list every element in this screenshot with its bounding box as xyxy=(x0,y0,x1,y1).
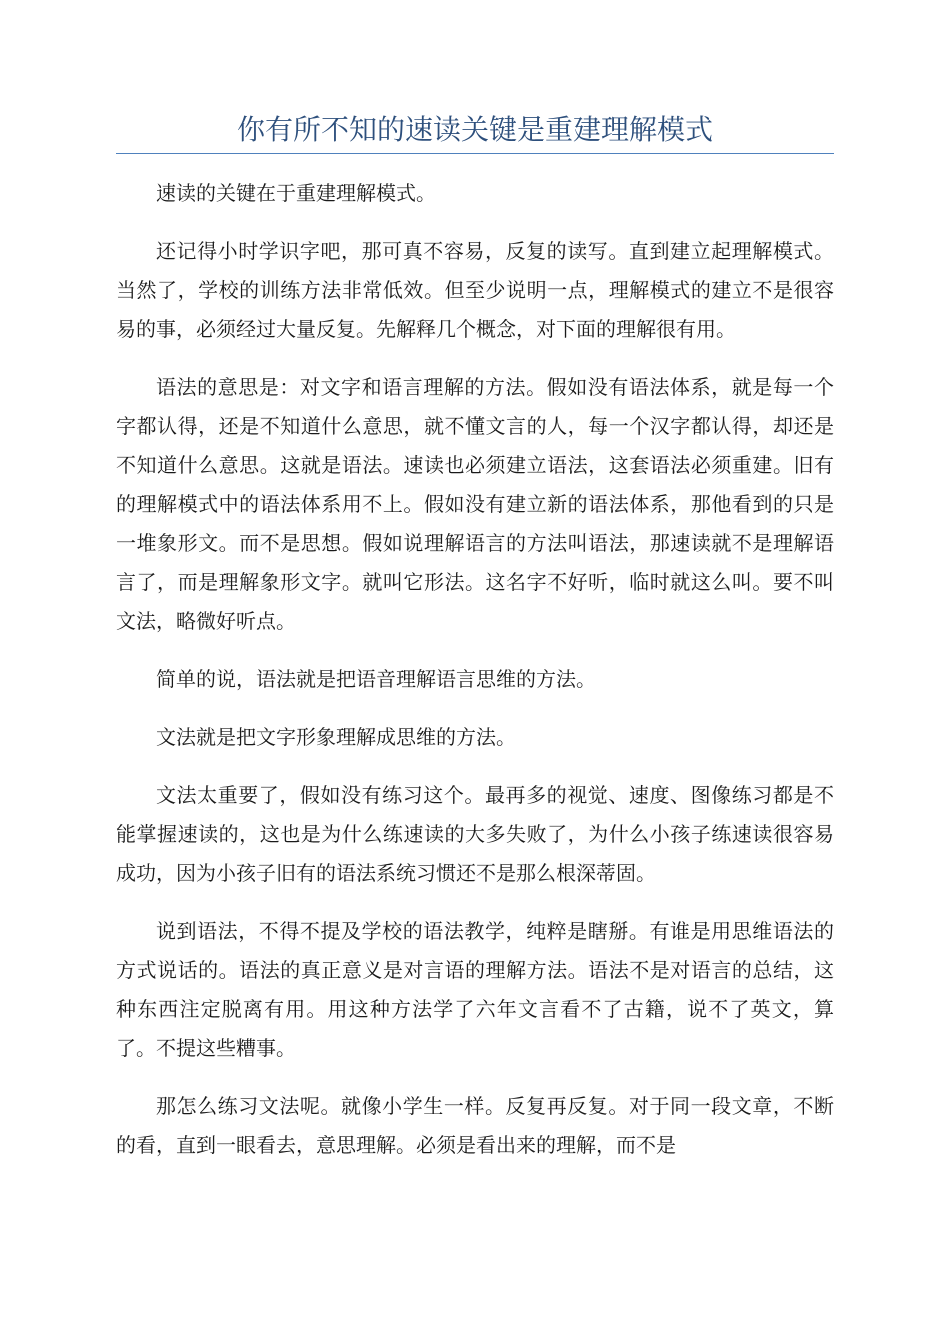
paragraph: 语法的意思是：对文字和语言理解的方法。假如没有语法体系，就是每一个字都认得，还是不知道什么意思，就不懂文言的人，每一个汉字都认得，却还是不知道什么意思。这就是语法。速读也必须建立语法，这套语法必须重建。旧有的理解模式中的语法体系用不上。假如没有建立新的语法体系，那他看到的只是一堆象形文。而不是思想。假如说理解语言的方法叫语法，那速读就不是理解语言了，而是理解象形文字。就叫它形法。这名字不好听，临时就这么叫。要不叫文法，略微好听点。 xyxy=(116,375,834,633)
paragraph: 速读的关键在于重建理解模式。 xyxy=(156,181,436,205)
paragraph: 文法就是把文字形象理解成思维的方法。 xyxy=(156,725,516,749)
title-underline xyxy=(116,153,834,154)
paragraph: 文法太重要了，假如没有练习这个。最再多的视觉、速度、图像练习都是不能掌握速读的，这也是为什么练速读的大多失败了，为什么小孩子练速读很容易成功，因为小孩子旧有的语法系统习惯还不是那么根深蒂固。 xyxy=(116,783,834,885)
paragraph: 那怎么练习文法呢。就像小学生一样。反复再反复。对于同一段文章，不断的看，直到一眼看去，意思理解。必须是看出来的理解，而不是 xyxy=(116,1094,834,1157)
document-body xyxy=(116,174,834,1184)
paragraph: 简单的说，语法就是把语音理解语言思维的方法。 xyxy=(156,667,596,691)
paragraph: 说到语法，不得不提及学校的语法教学，纯粹是瞎掰。有谁是用思维语法的方式说话的。语法的真正意义是对言语的理解方法。语法不是对语言的总结，这种东西注定脱离有用。用这种方法学了六年文言看不了古籍，说不了英文，算了。不提这些糟事。 xyxy=(116,919,834,1060)
paragraph: 还记得小时学识字吧，那可真不容易，反复的读写。直到建立起理解模式。当然了，学校的训练方法非常低效。但至少说明一点，理解模式的建立不是很容易的事，必须经过大量反复。先解释几个概念，对下面的理解很有用。 xyxy=(116,239,834,341)
page-title: 你有所不知的速读关键是重建理解模式 xyxy=(236,113,713,146)
